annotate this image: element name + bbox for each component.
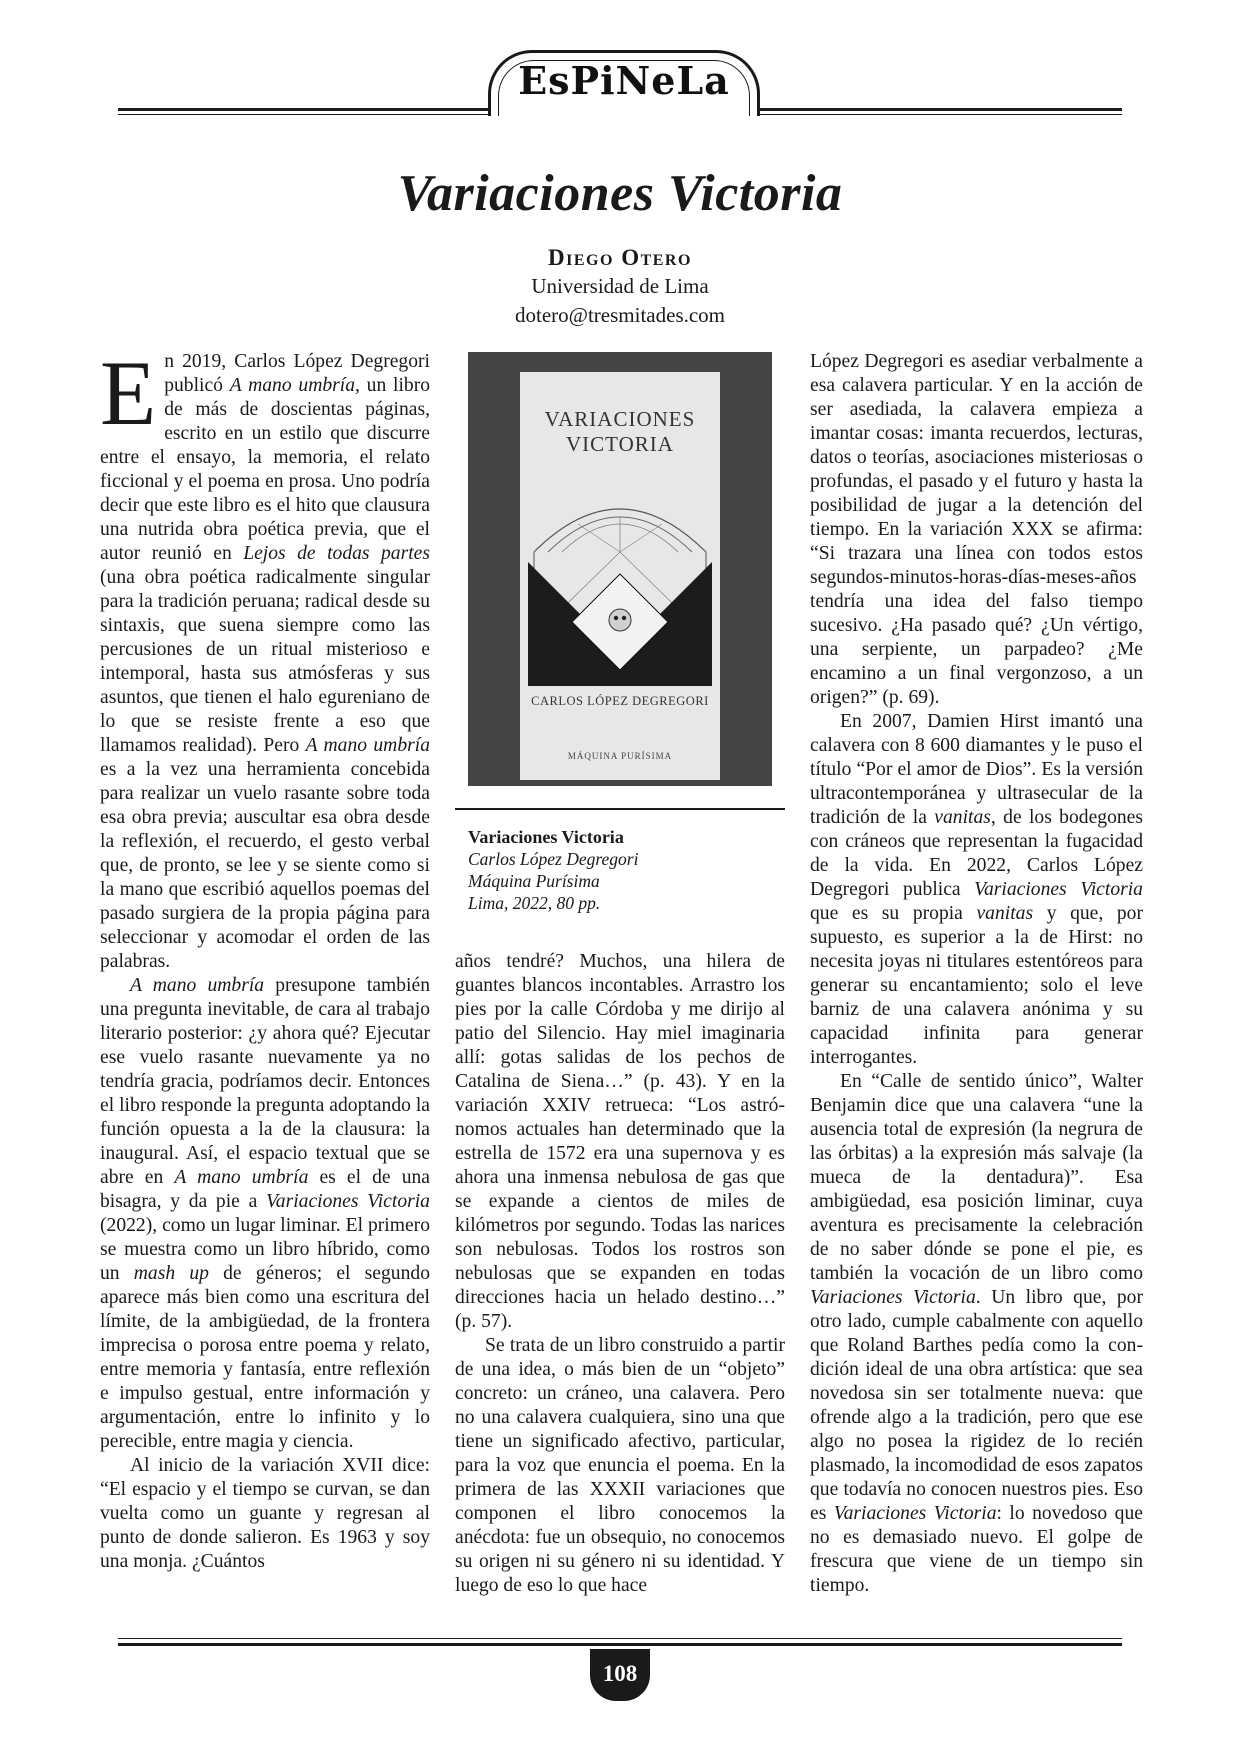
author-email[interactable]: dotero@tresmitades.com [514, 303, 726, 327]
caption-title: Variaciones Victoria [468, 827, 624, 847]
figure-caption [468, 826, 768, 914]
paragraph: Se trata de un libro construido a partir de una idea, o más bien de un “objeto” concreto: un cráneo, una calavera. Pero no una calavera cualquiera, sino una que tiene un significado afectivo, particular, para la voz que enuncia el poema. En la primera de las XXXII variaciones que componen el libro conocemos la anécdota: fue un obsequio, no conocemos su origen ni su género ni su identidad. Y luego de eso lo que hace [455, 1335, 785, 1596]
paragraph: López Degregori es asediar verbalmente a esa calavera particular. Y en la acción de ser asediada, la calavera empieza a imantar cosas: imanta recuerdos, lecturas, datos o teorías, asociaciones misteriosas o profundas, el pasado y el futuro y hasta la posibilidad de jugar a la detención del tiempo. En la variación XXX se afirma: “Si trazara una línea con todos estos segundos-minutos-horas-días-meses-años tendría una idea del falso tiempo sucesivo. ¿Ha pasado qué? ¿Un vértigo, una serpiente, un parpadeo? ¿Me encamino a un final vergonzoso, a un origen?” (p. 69). [810, 351, 1143, 708]
page-number: 108 [602, 1661, 638, 1686]
author-affiliation: Universidad de Lima [531, 274, 709, 298]
paragraph: En 2019, Carlos López Degregori publicó A mano umbría, un libro de más de doscientas páginas, escrito en un estilo que discurre entre el ensayo, la memoria, el relato ficcional y el poema en prosa. Uno podría decir que este libro es el hito que clausura una nutrida obra poética previa, que el autor reunió en Lejos de todas partes (una obra poética radicalmente singular para la tradición peruana; radical desde su sintaxis, que suena siempre como las percusiones de un ritual misterioso e intemporal, hasta sus atmósferas y sus asuntos, que tienen el halo egureniano de lo que se resiste frente a eso que llamamos realidad). Pero A mano umbría es a la vez una herramienta concebida para realizar un vuelo rasante sobre toda esa obra previa; auscultar esa obra desde la reflexión, el recuerdo, el gesto verbal que, de pronto, se lee y se siente como si la mano que escribió aquellos poemas del pasado surgiera de la propia página para seleccionar y acomodar el orden de las palabras. [100, 342, 431, 972]
caption-publisher: Máquina Purísima [468, 871, 600, 891]
caption-author: Carlos López Degregori [468, 849, 639, 869]
article-title: Variaciones Victoria [397, 165, 843, 222]
paragraph: Al inicio de la variación XVII dice: “El espacio y el tiempo se curvan, se dan vuelta como un guante y regresan al punto de donde salieron. Es 1963 y soy una monja. ¿Cuántos [100, 1455, 430, 1572]
text-column-2 [455, 950, 785, 1598]
paragraph: años tendré? Muchos, una hilera de guantes blancos incontables. Arrastro los pies por la calle Córdoba y me dirijo al patio del Silencio. Hay miel imaginaria allí: gotas salidas de los pechos de Catalina de Siena…” (p. 43). Y en la variación XXIV retrueca: “Los astrónomos actuales han determinado que la estrella de 1572 era una supernova y es ahora una inmensa nebulosa de gas que se expande a cientos de miles de kilómetros por segundo. Todas las narices son nebulosas. Todos los rostros son nebulosas que se expanden en todas direcciones hacia un helado destino…” (p. 57). [455, 951, 785, 1332]
book-cover-publisher: MÁQUINA PURÍSIMA [567, 751, 673, 761]
text-column-1 [100, 342, 431, 1574]
caption-rule [455, 808, 785, 810]
paragraph: En 2007, Damien Hirst imantó una calavera con 8 600 diamantes y le puso el título “Por el amor de Dios”. Es la versión ultracontemporánea y ultrasecular de la tradición de la vanitas, de los bodegones con cráneos que representan la fugacidad de la vida. En 2022, Carlos López Degregori publica Variaciones Victoria que es su propia vanitas y que, por supuesto, es superior a la de Hirst: no necesita joyas ni titulares estentóreos para generar su encantamiento; solo el leve barniz de una calavera anónima y su capacidad infinita para generar interrogantes. [810, 711, 1143, 1068]
footer-rule-bottom [118, 1643, 1122, 1646]
footer-rule-top [118, 1638, 1122, 1639]
article-author: Diego Otero [548, 245, 692, 270]
magazine-brand: EsPiNeLa [518, 58, 730, 103]
caption-details: Lima, 2022, 80 pp. [468, 893, 601, 913]
drop-cap: E [100, 342, 157, 444]
cover-illustration [528, 476, 712, 686]
text-column-3 [810, 350, 1143, 1598]
book-cover-title: VARIACIONES VICTORIA [544, 407, 696, 456]
book-cover-author: CARLOS LÓPEZ DEGREGORI [531, 694, 709, 708]
paragraph: A mano umbría presupone también una pregunta inevitable, de cara al trabajo literario posterior: ¿y ahora qué? Ejecutar ese vuelo rasante nuevamente ya no tendría gracia, podríamos decir. Entonces el libro responde la pregunta adoptando la función opuesta a la de la clausura: la inaugural. Así, el espacio textual que se abre en A mano umbría es el de una bisagra, y da pie a Variaciones Victoria (2022), como un lugar liminar. El primero se muestra como un libro híbrido, como un mash up de géneros; el segundo aparece más bien como una escritura del límite, de la ambigüedad, de la frontera imprecisa o porosa entre poema y relato, entre memoria y fantasía, entre reflexión e impulso gestual, entre información y argumentación, entre lo infinito y lo perecible, entre magia y ciencia. [100, 975, 431, 1452]
paragraph: En “Calle de sentido único”, Walter Benjamin dice que una calavera “une la ausencia total de expresión (la negrura de las órbitas) a la expresión más salvaje (la mueca de la dentadura)”. Esa ambigüedad, esa posición liminar, cuya aventura es precisamente la celebración de no saber dónde se pone el pie, es también la vocación de un libro como Variaciones Victoria. Un libro que, por otro lado, cumple cabalmente con aquello que Roland Barthes pedía como la condición ideal de una obra artística: que sea novedosa sin ser totalmente nueva: que ofrende algo a la tradición, pero que ese algo no posea la rigidez de lo recién plasmado, la incomodidad de esos zapatos que todavía no conocen nuestros pies. Eso es Variaciones Victoria: lo novedoso que no es demasiado nuevo. El golpe de frescura que viene de un tiempo sin tiempo. [810, 1071, 1143, 1596]
